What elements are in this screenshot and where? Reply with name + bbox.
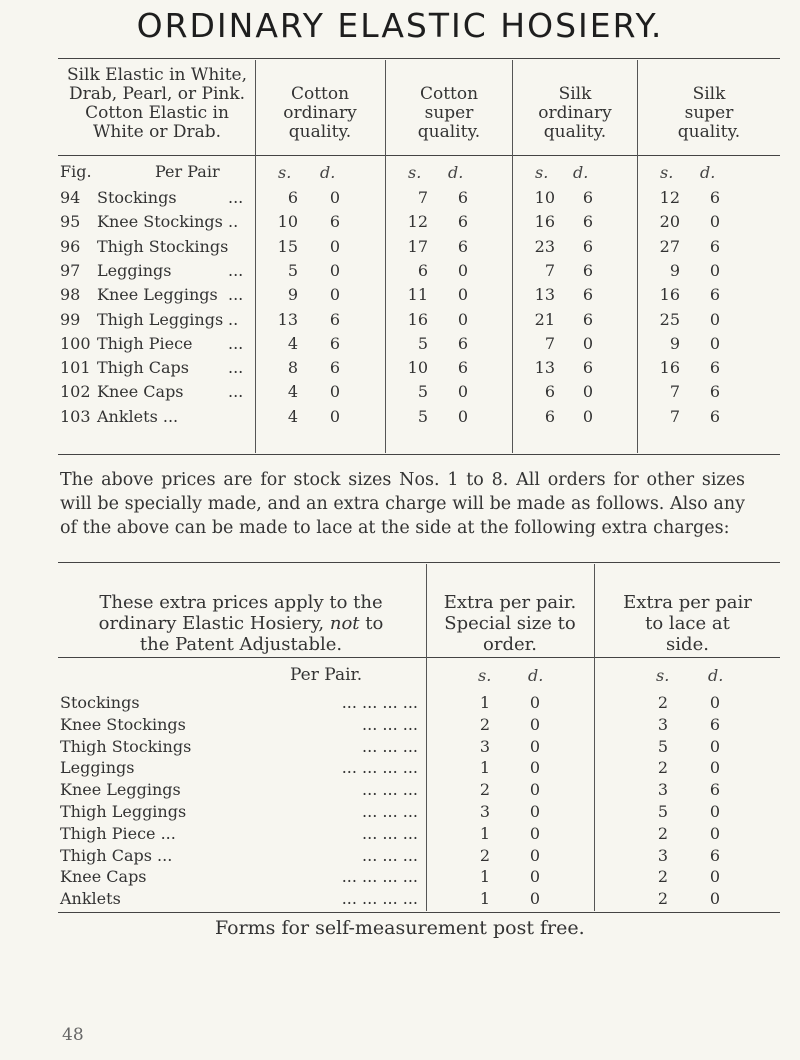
- price-pence: 6: [329, 309, 340, 329]
- leader-dots: ... ... ...: [362, 823, 418, 843]
- table1-header-rule: [58, 155, 780, 156]
- item-name: Knee Stockings: [60, 714, 186, 734]
- fig-number: 95: [60, 212, 81, 232]
- special-shillings: 1: [479, 693, 490, 712]
- unit-s: s.: [656, 666, 670, 685]
- lace-shillings: 5: [657, 802, 668, 821]
- unit-d: d.: [573, 163, 589, 182]
- fig-number: 102: [60, 382, 91, 402]
- price-shillings: 5: [417, 333, 428, 353]
- leader-dots: ... ... ...: [362, 780, 418, 800]
- leader-dots: ... ... ...: [362, 714, 418, 734]
- price-shillings: 25: [659, 309, 680, 329]
- lace-pence: 6: [709, 780, 720, 800]
- item-name: Thigh Leggings: [60, 802, 187, 821]
- table1-top-rule: [58, 58, 780, 59]
- price-pence: 6: [582, 212, 593, 232]
- special-shillings: 1: [479, 823, 490, 843]
- unit-s: s.: [660, 163, 674, 182]
- table2-header-rule: [58, 657, 780, 658]
- lace-pence: 0: [709, 758, 720, 778]
- item-name: Knee Caps: [97, 382, 184, 402]
- lace-pence: 0: [709, 889, 720, 909]
- leader-dots: ... ... ...: [362, 802, 418, 821]
- lace-shillings: 2: [657, 823, 668, 843]
- lace-pence: 0: [709, 802, 720, 821]
- page-title: ORDINARY ELASTIC HOSIERY.: [136, 6, 664, 45]
- price-pence: 6: [329, 358, 340, 378]
- fig-number: 99: [60, 309, 81, 329]
- price-pence: 6: [457, 236, 468, 256]
- price-shillings: 6: [417, 260, 428, 280]
- price-pence: 0: [582, 333, 593, 353]
- price-pence: 6: [582, 309, 593, 329]
- item-name: Knee Leggings: [97, 285, 218, 305]
- price-pence: 0: [582, 406, 593, 426]
- price-pence: 6: [582, 358, 593, 378]
- lace-pence: 0: [709, 867, 720, 887]
- price-shillings: 7: [544, 333, 555, 353]
- table1-col-silk-super: Silk super quality.: [677, 84, 741, 142]
- fig-number: 100: [60, 333, 91, 353]
- price-shillings: 6: [287, 188, 298, 207]
- price-shillings: 16: [534, 212, 555, 232]
- special-pence: 0: [529, 736, 540, 756]
- table2-bottom-rule: [58, 912, 780, 913]
- unit-s: s.: [278, 163, 292, 182]
- price-pence: 6: [582, 285, 593, 305]
- leader-dots: ...: [228, 285, 244, 305]
- fig-number: 94: [60, 188, 81, 207]
- lace-pence: 6: [709, 714, 720, 734]
- price-shillings: 5: [287, 260, 298, 280]
- special-shillings: 1: [479, 867, 490, 887]
- price-shillings: 16: [659, 285, 680, 305]
- price-pence: 6: [582, 236, 593, 256]
- price-pence: 6: [709, 188, 720, 207]
- price-shillings: 6: [544, 382, 555, 402]
- leader-dots: ...: [228, 260, 244, 280]
- price-shillings: 15: [277, 236, 298, 256]
- page-number: 48: [62, 1025, 84, 1045]
- price-shillings: 27: [659, 236, 680, 256]
- table2-col-special-size: Extra per pair. Special size to order.: [443, 592, 577, 655]
- price-shillings: 7: [669, 406, 680, 426]
- table2-col-lace-side: Extra per pair to lace at side.: [623, 592, 752, 655]
- lace-shillings: 3: [657, 714, 668, 734]
- table1-col-cotton-super: Cotton super quality.: [417, 84, 481, 142]
- special-pence: 0: [529, 802, 540, 821]
- price-pence: 6: [329, 333, 340, 353]
- table1-bottom-rule: [58, 454, 780, 455]
- item-name: Stockings: [97, 188, 177, 207]
- special-shillings: 2: [479, 845, 490, 865]
- price-shillings: 16: [407, 309, 428, 329]
- leader-dots: ... ... ... ...: [341, 867, 418, 887]
- price-pence: 0: [582, 382, 593, 402]
- price-pence: 0: [329, 188, 340, 207]
- special-pence: 0: [529, 889, 540, 909]
- price-shillings: 9: [287, 285, 298, 305]
- item-name: Knee Caps: [60, 867, 147, 887]
- price-pence: 0: [457, 285, 468, 305]
- price-shillings: 5: [417, 382, 428, 402]
- leader-dots: ... ... ...: [362, 845, 418, 865]
- price-pence: 0: [457, 309, 468, 329]
- price-pence: 6: [457, 188, 468, 207]
- lace-shillings: 2: [657, 758, 668, 778]
- special-pence: 0: [529, 780, 540, 800]
- price-pence: 0: [709, 333, 720, 353]
- item-name: Thigh Piece ...: [60, 823, 176, 843]
- price-shillings: 10: [277, 212, 298, 232]
- leader-dots: ... ... ... ...: [341, 758, 418, 778]
- special-pence: 0: [529, 823, 540, 843]
- price-shillings: 4: [287, 333, 298, 353]
- price-shillings: 4: [287, 382, 298, 402]
- item-name: Thigh Caps ...: [60, 845, 173, 865]
- table2-note: These extra prices apply to the ordinary Elastic Hosiery, not to the Patent Adjustable.: [98, 592, 384, 655]
- item-name: Leggings: [60, 758, 135, 778]
- item-name: Stockings: [60, 693, 140, 712]
- price-shillings: 7: [417, 188, 428, 207]
- special-shillings: 2: [479, 780, 490, 800]
- unit-d: d.: [320, 163, 336, 182]
- price-shillings: 6: [544, 406, 555, 426]
- price-pence: 6: [709, 285, 720, 305]
- fig-number: 96: [60, 236, 81, 256]
- leader-dots: ..: [228, 309, 239, 329]
- unit-d: d.: [708, 666, 724, 685]
- lace-shillings: 3: [657, 845, 668, 865]
- price-shillings: 9: [669, 260, 680, 280]
- price-pence: 6: [582, 260, 593, 280]
- price-shillings: 10: [534, 188, 555, 207]
- lace-pence: 0: [709, 736, 720, 756]
- unit-s: s.: [478, 666, 492, 685]
- price-pence: 0: [457, 406, 468, 426]
- lace-shillings: 2: [657, 889, 668, 909]
- item-name: Knee Stockings: [97, 212, 223, 232]
- price-pence: 0: [329, 236, 340, 256]
- lace-pence: 6: [709, 845, 720, 865]
- table1-col-cotton-ordinary: Cotton ordinary quality.: [283, 84, 357, 142]
- leader-dots: ...: [228, 333, 244, 353]
- per-pair-label: Per Pair: [155, 162, 220, 181]
- price-pence: 0: [329, 285, 340, 305]
- price-shillings: 12: [659, 188, 680, 207]
- price-pence: 0: [457, 260, 468, 280]
- price-pence: 0: [329, 382, 340, 402]
- unit-s: s.: [535, 163, 549, 182]
- price-pence: 0: [709, 212, 720, 232]
- item-name: Thigh Caps: [97, 358, 189, 378]
- price-shillings: 13: [534, 358, 555, 378]
- leader-dots: ...: [228, 188, 244, 207]
- price-shillings: 7: [669, 382, 680, 402]
- special-pence: 0: [529, 867, 540, 887]
- special-shillings: 2: [479, 714, 490, 734]
- price-pence: 0: [329, 406, 340, 426]
- leader-dots: ... ... ...: [362, 736, 418, 756]
- price-pence: 6: [457, 358, 468, 378]
- price-pence: 6: [709, 406, 720, 426]
- fig-number: 101: [60, 358, 91, 378]
- lace-shillings: 2: [657, 867, 668, 887]
- price-shillings: 7: [544, 260, 555, 280]
- special-pence: 0: [529, 845, 540, 865]
- price-pence: 0: [329, 260, 340, 280]
- notes-paragraph: The above prices are for stock sizes Nos. 1 to 8. All orders for other sizes will be specially made, and an extra charge will be made as follows. Also any of the above can be made to lace at the side at the following extra charges:: [60, 470, 745, 538]
- table1-col-silk-ordinary: Silk ordinary quality.: [538, 84, 612, 142]
- lace-shillings: 5: [657, 736, 668, 756]
- footer-note: Forms for self-measurement post free.: [215, 917, 585, 939]
- price-shillings: 9: [669, 333, 680, 353]
- price-pence: 6: [457, 333, 468, 353]
- price-shillings: 20: [659, 212, 680, 232]
- leader-dots: ..: [228, 212, 239, 232]
- price-pence: 6: [709, 382, 720, 402]
- item-name: Anklets ...: [97, 406, 179, 426]
- lace-shillings: 3: [657, 780, 668, 800]
- table2-top-rule: [58, 562, 780, 563]
- price-shillings: 23: [534, 236, 555, 256]
- unit-s: s.: [408, 163, 422, 182]
- price-shillings: 17: [407, 236, 428, 256]
- item-name: Leggings: [97, 260, 172, 280]
- price-pence: 0: [709, 309, 720, 329]
- item-name: Knee Leggings: [60, 780, 181, 800]
- price-shillings: 12: [407, 212, 428, 232]
- item-name: Thigh Piece: [97, 333, 193, 353]
- lace-shillings: 2: [657, 693, 668, 712]
- special-shillings: 3: [479, 736, 490, 756]
- special-pence: 0: [529, 714, 540, 734]
- special-pence: 0: [529, 693, 540, 712]
- lace-pence: 0: [709, 693, 720, 712]
- table1-description: Silk Elastic in White, Drab, Pearl, or Pink. Cotton Elastic in White or Drab.: [66, 65, 248, 142]
- leader-dots: ... ... ... ...: [341, 693, 418, 712]
- price-pence: 6: [457, 212, 468, 232]
- fig-label: Fig.: [60, 162, 92, 181]
- special-shillings: 3: [479, 802, 490, 821]
- leader-dots: ...: [228, 358, 244, 378]
- lace-pence: 0: [709, 823, 720, 843]
- price-pence: 0: [709, 260, 720, 280]
- fig-number: 103: [60, 406, 91, 426]
- fig-number: 98: [60, 285, 81, 305]
- leader-dots: ...: [228, 382, 244, 402]
- fig-number: 97: [60, 260, 81, 280]
- price-shillings: 11: [407, 285, 428, 305]
- price-pence: 6: [582, 188, 593, 207]
- item-name: Thigh Leggings: [97, 309, 224, 329]
- unit-d: d.: [448, 163, 464, 182]
- price-shillings: 21: [534, 309, 555, 329]
- price-shillings: 5: [417, 406, 428, 426]
- special-shillings: 1: [479, 889, 490, 909]
- item-name: Anklets: [60, 889, 121, 909]
- price-shillings: 10: [407, 358, 428, 378]
- item-name: Thigh Stockings: [60, 736, 192, 756]
- price-pence: 6: [329, 212, 340, 232]
- table2-per-pair-label: Per Pair.: [290, 665, 363, 685]
- special-pence: 0: [529, 758, 540, 778]
- unit-d: d.: [528, 666, 544, 685]
- unit-d: d.: [700, 163, 716, 182]
- price-pence: 0: [457, 382, 468, 402]
- price-pence: 6: [709, 236, 720, 256]
- price-pence: 6: [709, 358, 720, 378]
- price-shillings: 8: [287, 358, 298, 378]
- price-shillings: 4: [287, 406, 298, 426]
- price-shillings: 13: [277, 309, 298, 329]
- item-name: Thigh Stockings: [97, 236, 229, 256]
- price-shillings: 16: [659, 358, 680, 378]
- special-shillings: 1: [479, 758, 490, 778]
- leader-dots: ... ... ... ...: [341, 889, 418, 909]
- price-shillings: 13: [534, 285, 555, 305]
